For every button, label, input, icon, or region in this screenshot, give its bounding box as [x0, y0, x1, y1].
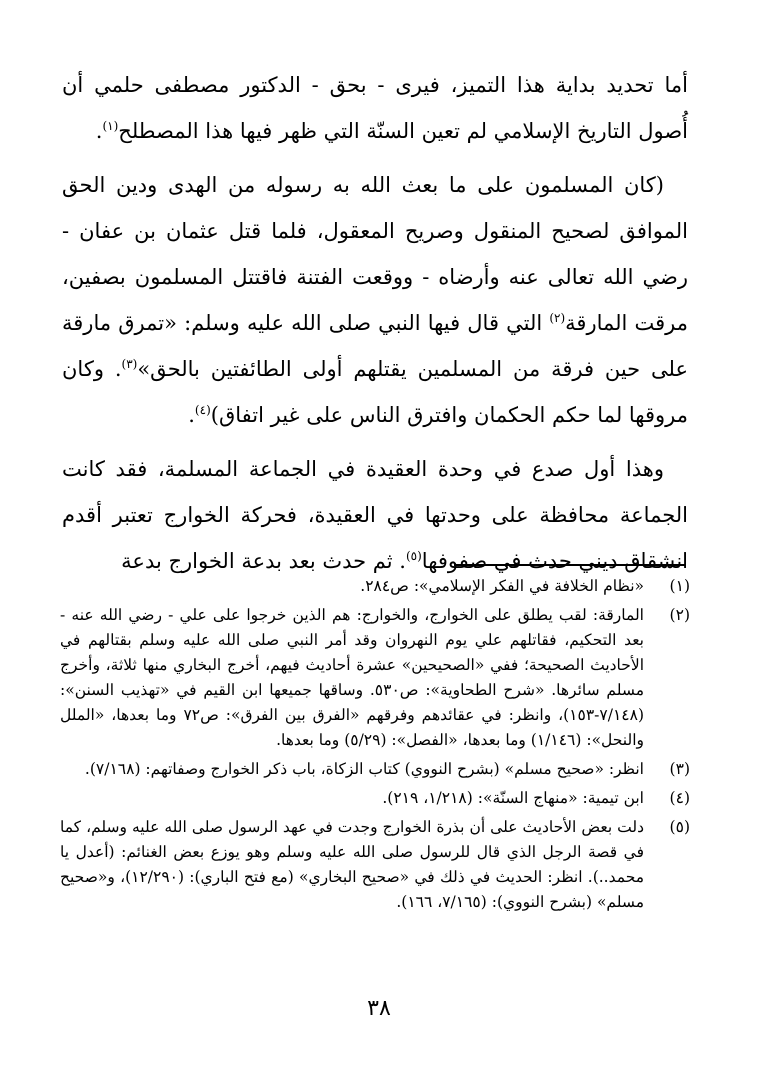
footnote-number: (٥): [669, 818, 690, 836]
paragraph-2: [62, 162, 688, 438]
paragraph-2-end: .: [188, 403, 195, 427]
footnote-number: (١): [669, 577, 690, 595]
footnote-number: (٢): [669, 606, 690, 624]
footnote-ref-4[interactable]: (٤): [194, 403, 211, 417]
paragraph-1-end: .: [95, 119, 103, 143]
paragraph-2-text-b: التي قال فيها النبي صلى الله عليه وسلم: «تمرق مارقة على حين فرقة من المسلمين يقتلهم أولى الطائفتين بالحق»: [62, 311, 688, 381]
paragraph-1-text: أما تحديد بداية هذا التميز، فيرى - بحق - الدكتور مصطفى حلمي أن أُصول التاريخ الإسلامي لم تعين السنّة التي ظهر فيها هذا المصطلح: [62, 73, 688, 143]
paragraph-3-text-b: . ثم حدث بعد بدعة الخوارج بدعة: [121, 549, 406, 573]
footnote-2: [60, 603, 690, 753]
footnotes: [60, 574, 690, 919]
footnote-1: [60, 574, 690, 599]
footnote-text: ابن تيمية: «منهاج السنّة»: (١/٢١٨، ٢١٩).: [382, 789, 644, 807]
paragraph-3-text-a: وهذا أول صدع في وحدة العقيدة في الجماعة المسلمة، فقد كانت الجماعة محافظة على وحدتها في العقيدة، فحركة الخوارج تعتبر أقدم انشقاق ديني حدث في صفوفها: [62, 457, 688, 573]
footnote-4: [60, 786, 690, 811]
footnote-ref-2[interactable]: (٢): [549, 311, 566, 325]
footnote-text: دلت بعض الأحاديث على أن بذرة الخوارج وجدت في عهد الرسول صلى الله عليه وسلم، كما في قصة الرجل الذي قال للرسول صلى الله عليه وسلم وهو يوزع بعض الغنائم: (أعدل يا محمد..). انظر: الحديث في ذلك في «صحيح البخاري» (مع فتح الباري): (١٢/٢٩٠)، و«صحيح مسلم» (بشرح النووي): (٧/١٦٥، ١٦٦).: [60, 818, 645, 911]
paragraph-1: [62, 62, 688, 154]
footnote-ref-5[interactable]: (٥): [405, 549, 422, 563]
footnote-number: (٣): [669, 760, 690, 778]
footnote-text: المارقة: لقب يطلق على الخوارج، والخوارج: هم الذين خرجوا على علي - رضي الله عنه - بعد التحكيم، فقاتلهم علي يوم النهروان وقد أمر النبي صلى الله عليه وسلم بقتالهم في الأحاديث الصحيحة؛ ففي «الصحيحين» عشرة أحاديث فيهم، أخرج البخاري منها ثلاثة، وأخرج مسلم سائرها. «شرح الطحاوية»: ص٥٣٠. وساقها جميعها ابن القيم في «تهذيب السنن»: (٧/١٤٨-١٥٣)، وانظر: في عقائدهم وفرقهم «الفرق بين الفرق»: ص٧٢ وما بعدها، «الملل والنحل»: (١/١٤٦) وما بعدها، «الفصل»: (٥/٢٩) وما بعدها.: [60, 606, 644, 749]
footnote-ref-3[interactable]: (٣): [121, 357, 138, 371]
page-number: ٣٨: [367, 996, 391, 1021]
paragraph-2-text-a: (كان المسلمون على ما بعث الله به رسوله من الهدى ودين الحق الموافق لصحيح المنقول وصريح المعقول، فلما قتل عثمان بن عفان - رضي الله تعالى عنه وأرضاه - ووقعت الفتنة فاقتتل المسلمون بصفين، مرقت المارقة: [62, 173, 688, 335]
paragraph-2-text-c: . وكان مروقها لما حكم الحكمان وافترق الناس على غير اتفاق): [62, 357, 688, 427]
footnote-ref-1[interactable]: (١): [102, 119, 119, 133]
footnote-separator: [454, 564, 686, 566]
footnote-text: انظر: «صحيح مسلم» (بشرح النووي) كتاب الزكاة، باب ذكر الخوارج وصفاتهم: (٧/١٦٨).: [84, 760, 644, 778]
footnote-text: «نظام الخلافة في الفكر الإسلامي»: ص٢٨٤.: [360, 577, 644, 595]
footnote-number: (٤): [669, 789, 690, 807]
main-text: [62, 62, 688, 592]
footnote-3: [60, 757, 690, 782]
footnote-5: [60, 815, 690, 915]
